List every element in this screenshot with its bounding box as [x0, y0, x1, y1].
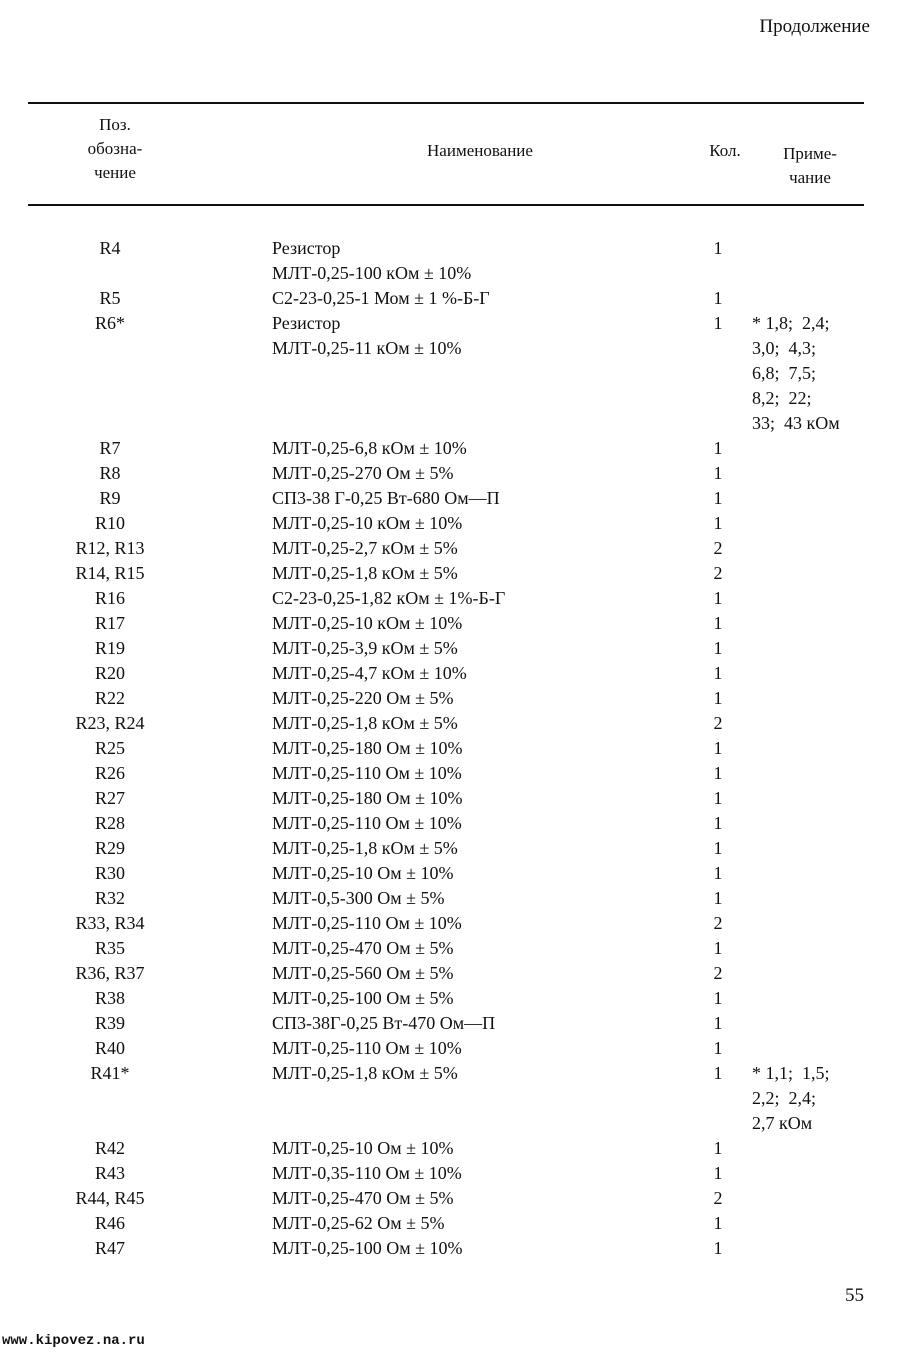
row-position: R47 — [94, 1238, 125, 1258]
row-position: R44, R45 — [75, 1188, 145, 1208]
row-note: 2,2; 2,4; — [752, 1088, 817, 1108]
row-position: R14, R15 — [75, 563, 145, 583]
row-quantity: 1 — [713, 888, 723, 908]
header-bottom-rule — [28, 204, 864, 206]
header-position-line: обозна- — [87, 139, 143, 158]
row-name: МЛТ-0,25-180 Ом ± 10% — [272, 788, 463, 808]
row-position: R22 — [94, 688, 125, 708]
table-row — [0, 1061, 900, 1086]
row-name: С2-23-0,25-1 Мом ± 1 %-Б-Г — [272, 288, 490, 308]
footer-url: www.kipovez.na.ru — [2, 1333, 145, 1349]
row-quantity: 1 — [713, 813, 723, 833]
table-row — [0, 411, 900, 436]
table-row — [0, 311, 900, 336]
row-note: 8,2; 22; — [752, 388, 812, 408]
row-name: МЛТ-0,25-100 кОм ± 10% — [272, 263, 472, 283]
row-quantity: 1 — [713, 1238, 723, 1258]
row-name: С2-23-0,25-1,82 кОм ± 1%-Б-Г — [272, 588, 506, 608]
row-name: МЛТ-0,25-10 кОм ± 10% — [272, 513, 463, 533]
row-note: * 1,8; 2,4; — [752, 313, 830, 333]
row-quantity: 1 — [713, 613, 723, 633]
row-name: Резистор — [272, 313, 341, 333]
row-name: Резистор — [272, 238, 341, 258]
table-row — [0, 261, 900, 286]
table-row — [0, 811, 900, 836]
row-name: МЛТ-0,25-110 Ом ± 10% — [272, 1038, 462, 1058]
table-row — [0, 1111, 900, 1136]
row-quantity: 1 — [713, 1213, 723, 1233]
row-position: R42 — [94, 1138, 125, 1158]
row-note: 2,7 кОм — [752, 1113, 813, 1133]
table-row — [0, 636, 900, 661]
row-position: R43 — [94, 1163, 125, 1183]
row-position: R5 — [99, 288, 121, 308]
row-note: * 1,1; 1,5; — [752, 1063, 830, 1083]
row-quantity: 1 — [713, 1013, 723, 1033]
row-position: R39 — [94, 1013, 125, 1033]
row-name: МЛТ-0,25-6,8 кОм ± 10% — [272, 438, 467, 458]
row-name: СП3-38 Г-0,25 Вт-680 Ом—П — [272, 488, 500, 508]
row-name: МЛТ-0,25-1,8 кОм ± 5% — [272, 838, 458, 858]
table-row — [0, 461, 900, 486]
row-position: R23, R24 — [75, 713, 145, 733]
table-row — [0, 1186, 900, 1211]
table-top-rule — [28, 102, 864, 104]
row-quantity: 1 — [713, 838, 723, 858]
row-name: МЛТ-0,25-470 Ом ± 5% — [272, 938, 454, 958]
table-row — [0, 661, 900, 686]
row-name: МЛТ-0,25-10 кОм ± 10% — [272, 613, 463, 633]
row-name: МЛТ-0,25-100 Ом ± 5% — [272, 988, 454, 1008]
row-name: МЛТ-0,25-10 Ом ± 10% — [272, 863, 454, 883]
row-position: R12, R13 — [75, 538, 145, 558]
row-quantity: 1 — [713, 663, 723, 683]
row-quantity: 2 — [713, 913, 723, 933]
table-row — [0, 286, 900, 311]
row-name: МЛТ-0,25-470 Ом ± 5% — [272, 1188, 454, 1208]
table-row — [0, 1161, 900, 1186]
row-quantity: 1 — [713, 788, 723, 808]
row-position: R26 — [94, 763, 125, 783]
header-position-line: Поз. — [99, 115, 131, 134]
row-quantity: 2 — [713, 563, 723, 583]
row-position: R40 — [94, 1038, 125, 1058]
row-name: МЛТ-0,25-110 Ом ± 10% — [272, 913, 462, 933]
row-quantity: 1 — [713, 588, 723, 608]
row-name: МЛТ-0,5-300 Ом ± 5% — [272, 888, 445, 908]
table-row — [0, 961, 900, 986]
row-name: МЛТ-0,25-270 Ом ± 5% — [272, 463, 454, 483]
table-row — [0, 1136, 900, 1161]
row-name: МЛТ-0,25-110 Ом ± 10% — [272, 813, 462, 833]
row-position: R6* — [94, 313, 125, 333]
row-quantity: 1 — [713, 1138, 723, 1158]
table-row — [0, 1011, 900, 1036]
row-name: МЛТ-0,25-100 Ом ± 10% — [272, 1238, 463, 1258]
continuation-label: Продолжение — [759, 16, 870, 37]
row-quantity: 1 — [713, 463, 723, 483]
table-row — [0, 611, 900, 636]
row-position: R29 — [94, 838, 125, 858]
row-quantity: 1 — [713, 688, 723, 708]
row-note: 33; 43 кОм — [752, 413, 840, 433]
row-quantity: 1 — [713, 763, 723, 783]
page-number: 55 — [845, 1285, 864, 1306]
row-name: МЛТ-0,25-180 Ом ± 10% — [272, 738, 463, 758]
row-name: МЛТ-0,25-1,8 кОм ± 5% — [272, 563, 458, 583]
row-position: R33, R34 — [75, 913, 145, 933]
row-quantity: 1 — [713, 313, 723, 333]
row-position: R10 — [94, 513, 125, 533]
table-row — [0, 336, 900, 361]
table-row — [0, 936, 900, 961]
row-quantity: 2 — [713, 1188, 723, 1208]
row-name: МЛТ-0,25-110 Ом ± 10% — [272, 763, 462, 783]
row-position: R36, R37 — [75, 963, 145, 983]
header-position-line: чение — [94, 163, 136, 182]
row-position: R35 — [94, 938, 125, 958]
row-quantity: 1 — [713, 738, 723, 758]
row-position: R32 — [94, 888, 125, 908]
row-quantity: 1 — [713, 488, 723, 508]
row-name: МЛТ-0,25-2,7 кОм ± 5% — [272, 538, 458, 558]
row-name: МЛТ-0,25-11 кОм ± 10% — [272, 338, 462, 358]
table-row — [0, 511, 900, 536]
row-quantity: 2 — [713, 713, 723, 733]
row-position: R16 — [94, 588, 125, 608]
header-note — [765, 142, 855, 190]
row-name: МЛТ-0,25-10 Ом ± 10% — [272, 1138, 454, 1158]
row-name: МЛТ-0,25-560 Ом ± 5% — [272, 963, 454, 983]
row-name: МЛТ-0,25-62 Ом ± 5% — [272, 1213, 445, 1233]
row-quantity: 1 — [713, 938, 723, 958]
header-quantity: Кол. — [709, 141, 741, 160]
parts-table-body — [0, 236, 900, 1261]
row-name: МЛТ-0,25-1,8 кОм ± 5% — [272, 1063, 458, 1083]
row-quantity: 1 — [713, 438, 723, 458]
row-position: R46 — [94, 1213, 125, 1233]
table-row — [0, 736, 900, 761]
table-row — [0, 886, 900, 911]
table-row — [0, 836, 900, 861]
row-position: R38 — [94, 988, 125, 1008]
row-position: R30 — [94, 863, 125, 883]
row-quantity: 1 — [713, 238, 723, 258]
row-quantity: 2 — [713, 963, 723, 983]
table-row — [0, 386, 900, 411]
table-row — [0, 711, 900, 736]
table-row — [0, 1236, 900, 1261]
table-row — [0, 1036, 900, 1061]
row-name: СП3-38Г-0,25 Вт-470 Ом—П — [272, 1013, 496, 1033]
table-row — [0, 436, 900, 461]
row-quantity: 1 — [713, 988, 723, 1008]
table-row — [0, 536, 900, 561]
header-name: Наименование — [427, 141, 533, 160]
header-note-line: Приме- — [783, 144, 837, 163]
table-row — [0, 1211, 900, 1236]
row-name: МЛТ-0,35-110 Ом ± 10% — [272, 1163, 462, 1183]
row-note: 6,8; 7,5; — [752, 363, 817, 383]
row-quantity: 1 — [713, 638, 723, 658]
table-row — [0, 486, 900, 511]
row-position: R9 — [99, 488, 121, 508]
table-row — [0, 586, 900, 611]
row-name: МЛТ-0,25-3,9 кОм ± 5% — [272, 638, 458, 658]
row-name: МЛТ-0,25-220 Ом ± 5% — [272, 688, 454, 708]
row-note: 3,0; 4,3; — [752, 338, 817, 358]
row-quantity: 1 — [713, 288, 723, 308]
row-quantity: 1 — [713, 1163, 723, 1183]
row-position: R8 — [99, 463, 121, 483]
table-row — [0, 561, 900, 586]
table-row — [0, 786, 900, 811]
row-position: R19 — [94, 638, 125, 658]
row-quantity: 1 — [713, 1063, 723, 1083]
row-position: R41* — [90, 1063, 130, 1083]
row-position: R27 — [94, 788, 125, 808]
table-row — [0, 911, 900, 936]
header-note-line: чание — [789, 168, 831, 187]
row-quantity: 2 — [713, 538, 723, 558]
row-name: МЛТ-0,25-1,8 кОм ± 5% — [272, 713, 458, 733]
row-quantity: 1 — [713, 1038, 723, 1058]
table-row — [0, 1086, 900, 1111]
row-quantity: 1 — [713, 863, 723, 883]
table-row — [0, 686, 900, 711]
header-position — [60, 113, 170, 185]
row-position: R25 — [94, 738, 125, 758]
table-row — [0, 861, 900, 886]
row-position: R28 — [94, 813, 125, 833]
row-position: R4 — [99, 238, 121, 258]
row-quantity: 1 — [713, 513, 723, 533]
row-position: R20 — [94, 663, 125, 683]
row-position: R7 — [99, 438, 121, 458]
table-row — [0, 236, 900, 261]
table-row — [0, 761, 900, 786]
table-row — [0, 986, 900, 1011]
row-name: МЛТ-0,25-4,7 кОм ± 10% — [272, 663, 467, 683]
row-position: R17 — [94, 613, 125, 633]
table-row — [0, 361, 900, 386]
